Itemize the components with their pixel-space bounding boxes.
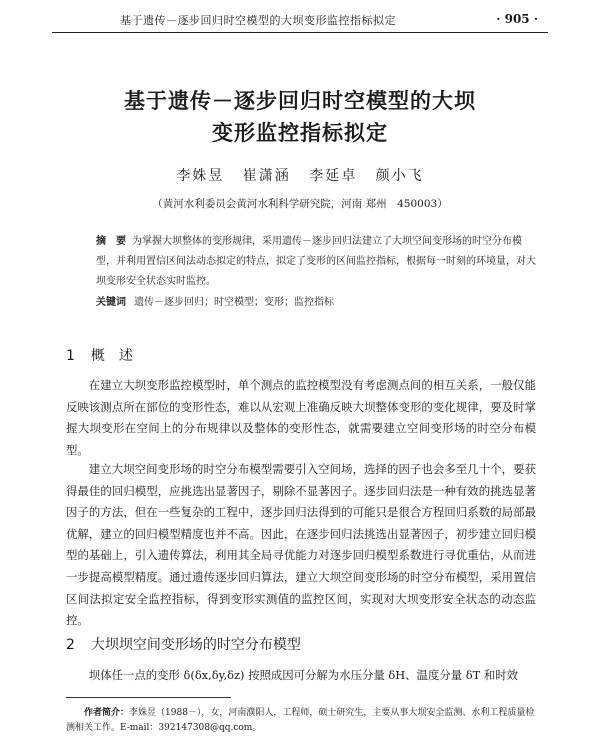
article-title-line1: 基于遗传－逐步回归时空模型的大坝: [124, 89, 476, 113]
running-title: 基于遗传－逐步回归时空模型的大坝变形监控指标拟定: [120, 14, 396, 27]
abstract-text: 为掌握大坝整体的变形规律，采用遗传－逐步回归法建立了大坝空间变形场的时空分布模型，并利用置信区间法动态拟定的特点，拟定了变形的区间监控指标，根据每一时刻的环境量，对大坝变形安全状态实时监控。: [96, 236, 536, 287]
article-title-line2: 变形监控指标拟定: [212, 121, 388, 145]
author-list: [0, 165, 600, 185]
header-rule: [52, 32, 548, 33]
author-2: 崔潇涵: [242, 168, 291, 184]
footnote-label: 作者简介：: [84, 708, 130, 718]
abstract: [96, 232, 536, 292]
section2-paragraph-1: 坝体任一点的变形 δ(δx,δy,δz) 按照成因可分解为水压分量 δH、温度分量 δT 和时效: [88, 668, 518, 682]
author-4: 颜小飞: [375, 168, 424, 184]
footnote-text: 李姝昱（1988－），女，河南濮阳人，工程师，硕士研究生，主要从事大坝安全监测、水利工程质量检测相关工作。E-mail：392147308@qq.com。: [66, 708, 535, 733]
keywords: [96, 293, 536, 308]
section-number-2: 2: [66, 637, 75, 653]
section-number-1: 1: [66, 348, 75, 364]
section-title-1: 概 述: [90, 348, 133, 364]
page-number: · 905 ·: [496, 12, 538, 26]
author-footnote: [66, 706, 536, 736]
affiliation: （黄河水利委员会黄河水利科学研究院，河南 郑州 450003）: [152, 198, 448, 210]
section-heading-2: [66, 634, 301, 654]
section1-paragraph-2: 建立大坝空间变形场的时空分布模型需要引入空间场，选择的因子也会多至几十个，要获得最佳的回归模型，应挑选出显著因子，剔除不显著因子。逐步回归法是一种有效的挑选显著因子的方法，但在一些复杂的工程中，逐步回归法得到的可能只是很合方程回归系数的局部最优解，建立的回归模型精度也并不高。因此，在逐步回归法挑选出显著因子，初步建立回归模型的基础上，引入遗传算法，利用其全局寻优能力对逐步回归模型系数进行寻优重估，从而进一步提高模型精度。通过遗传逐步回归算法，建立大坝空间变形场的时空分布模型，采用置信区间法拟定安全监控指标，得到变形实测值的监控区间，实现对大坝变形安全状态的动态监控。: [66, 462, 536, 628]
author-1: 李姝昱: [176, 168, 225, 184]
section-title-2: 大坝坝空间变形场的时空分布模型: [90, 637, 301, 653]
keywords-text: 遗传－逐步回归；时空模型；变形；监控指标: [134, 297, 334, 308]
footnote-rule: [66, 697, 231, 698]
keywords-label: 关键词: [96, 297, 126, 308]
abstract-label: 摘 要: [96, 236, 126, 247]
author-3: 李延卓: [309, 168, 358, 184]
section-heading-1: [66, 345, 133, 365]
section1-paragraph-1: 在建立大坝变形监控模型时，单个测点的监控模型没有考虑测点间的相互关系，一般仅能反映该测点所在部位的变形性态，难以从宏观上准确反映大坝整体变形的变化规律，要及时掌握大坝变形在空间上的分布规律以及整体的变形性态，就需要建立空间变形场的时空分布模型。: [66, 378, 536, 457]
